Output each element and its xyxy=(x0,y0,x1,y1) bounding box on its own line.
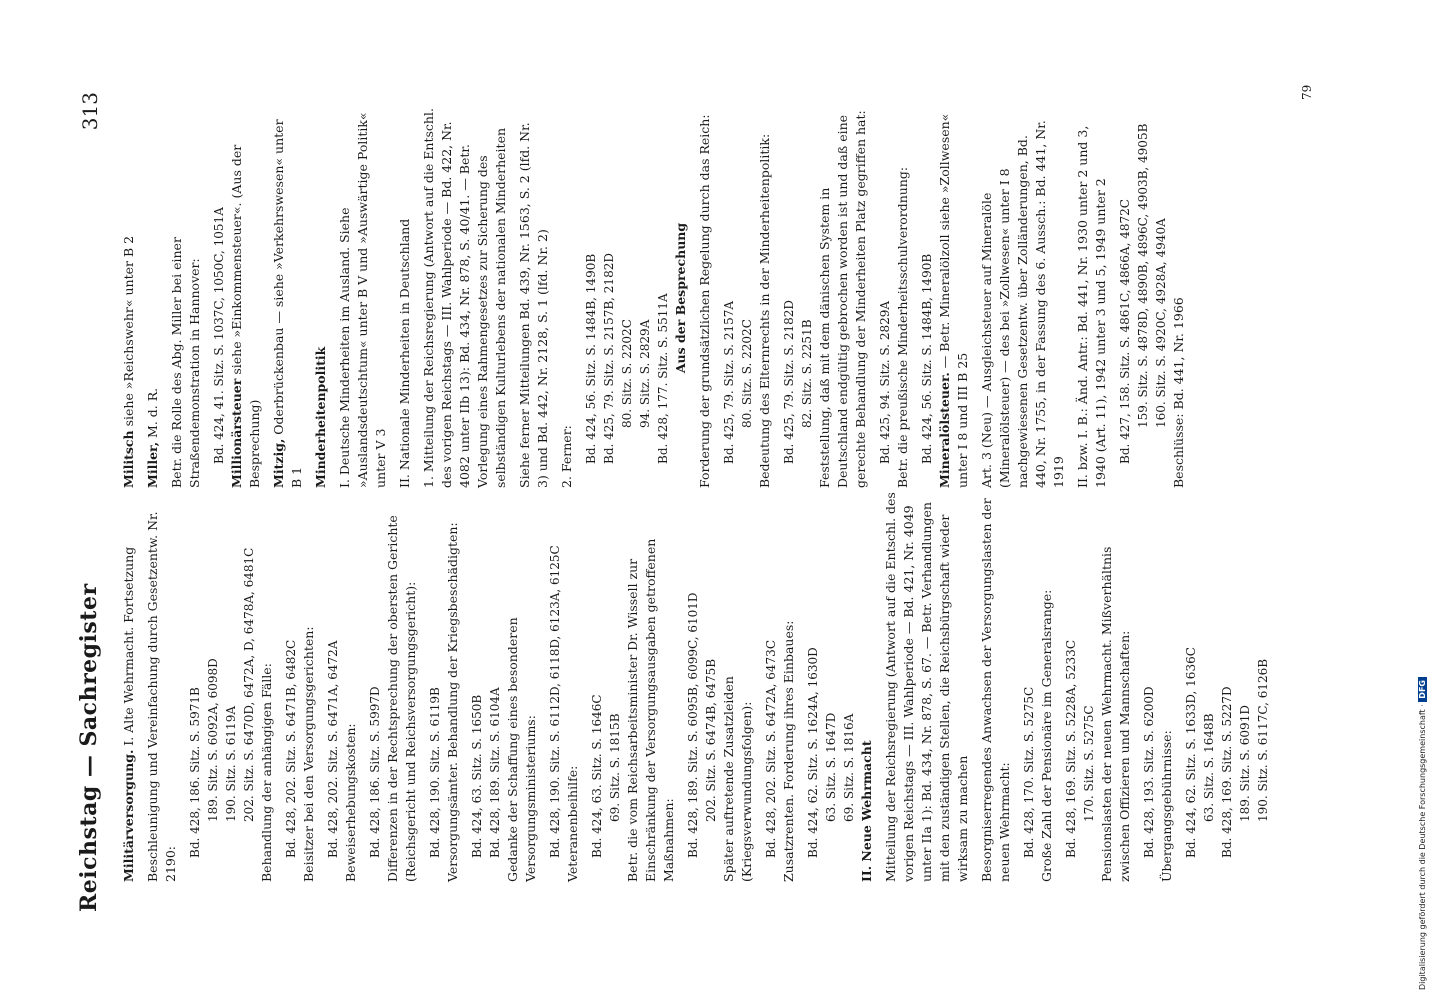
reference: Bd. 428, 186. Sitz. S. 5997D xyxy=(368,686,382,858)
entry-text: II. Nationale Minderheiten in Deutschland xyxy=(397,218,412,488)
index-entry xyxy=(672,108,690,488)
index-entry xyxy=(1020,492,1038,882)
entry-text: Forderung der grundsätzlichen Regelung durch das Reich: xyxy=(697,114,712,488)
entry-text: Behandlung der anhängigen Fälle: xyxy=(259,663,274,882)
reference: Bd. 428, 177. Sitz. S. 5511A xyxy=(656,293,670,464)
entry-text: Oderbrückenbau — siehe »Verkehrswesen« unter B 1 xyxy=(271,119,304,488)
index-entry xyxy=(222,492,240,882)
entry-text: 2. Ferner: xyxy=(559,425,574,488)
entry-text: siehe »Reichswehr« unter B 2 xyxy=(121,235,136,427)
index-entry xyxy=(738,108,756,488)
reference: 160. Sitz. S. 4920C, 4928A, 4940A xyxy=(1154,218,1168,428)
index-entry xyxy=(720,492,756,882)
subsection-heading: Aus der Besprechung xyxy=(673,222,688,374)
index-entry xyxy=(624,492,678,882)
entry-text: I. Alte Wehrmacht. Fortsetzung xyxy=(121,546,136,746)
reference: 189. Sitz. S. 6092A, 6098D xyxy=(206,658,220,822)
index-entry xyxy=(978,492,1014,882)
reference: 190. Sitz. S. 6119A xyxy=(224,706,238,822)
index-entry xyxy=(324,492,342,882)
reference: Bd. 428, 169. Sitz. S. 5228A, 5233C xyxy=(1064,639,1078,858)
index-entry xyxy=(468,492,486,882)
entry-text: I. Deutsche Minderheiten im Ausland. Siehe »Auslandsdeutschtum« unter B V und »Auswärtige Politik« unter V 3 xyxy=(337,112,388,488)
index-entry xyxy=(258,492,276,882)
index-entry xyxy=(312,108,330,488)
index-entry xyxy=(516,108,552,488)
left-column xyxy=(120,492,1272,882)
reference: 69. Sitz. S. 1816A xyxy=(842,713,856,822)
entry-heading: Militsch xyxy=(121,430,136,488)
index-entry xyxy=(420,108,510,488)
index-entry xyxy=(366,492,384,882)
section-heading: II. Neue Wehrmacht xyxy=(859,740,874,882)
reference: Bd. 428, 189. Sitz. S. 6095B, 6099C, 6101D xyxy=(686,592,700,858)
index-entry xyxy=(1200,492,1218,882)
index-entry xyxy=(588,492,606,882)
index-entry xyxy=(978,108,1068,488)
index-entry xyxy=(798,108,816,488)
index-entry xyxy=(1170,108,1188,488)
index-entry xyxy=(1074,108,1110,488)
reference: 159. Sitz. S. 4878D, 4890B, 4896C, 4903B, 4905B xyxy=(1136,123,1150,428)
index-entry xyxy=(1062,492,1080,882)
reference: Bd. 425, 94. Sitz. S. 2829A xyxy=(878,300,892,464)
entry-text: Betr. die vom Reichsarbeitsminister Dr. Wissell zur Einschränkung der Versorgungsausgaben getroffenen Maßnahmen: xyxy=(625,538,676,882)
index-entry xyxy=(228,108,264,488)
entry-heading: Militärversorgung. xyxy=(121,749,136,882)
index-entry xyxy=(1182,492,1200,882)
index-entry xyxy=(606,492,624,882)
entry-heading: Mineralölsteuer. xyxy=(937,372,952,488)
index-entry xyxy=(1140,492,1158,882)
index-entry xyxy=(804,492,822,882)
index-entry xyxy=(1254,492,1272,882)
index-entry xyxy=(444,492,462,882)
margin-note xyxy=(1418,10,1432,990)
index-entry xyxy=(936,108,972,488)
index-entry xyxy=(822,492,840,882)
index-entry xyxy=(1098,492,1134,882)
reference: Bd. 427, 158. Sitz. S. 4861C, 4866A, 4872C xyxy=(1118,199,1132,464)
entry-text: Beisitzer bei den Versorgungsgerichten: xyxy=(301,626,316,882)
index-entry xyxy=(696,108,714,488)
index-entry xyxy=(486,492,504,882)
page-title: Reichstag — Sachregister xyxy=(76,583,102,912)
index-entry xyxy=(1134,108,1152,488)
entry-text: Gedanke der Schaffung eines besonderen Versorgungsministeriums: xyxy=(505,617,538,882)
dfg-logo: DFG xyxy=(1418,677,1427,702)
index-entry xyxy=(600,108,618,488)
index-entry xyxy=(336,108,390,488)
entry-text: Beschleunigung und Vereinfachung durch Gesetzentw. Nr. 2190: xyxy=(145,511,178,882)
reference: 170. Sitz. S. 5275C xyxy=(1082,705,1096,822)
page-header xyxy=(0,0,120,1000)
entry-text: Siehe ferner Mitteilungen Bd. 439, Nr. 1563, S. 2 (lfd. Nr. 3) und Bd. 442, Nr. 2128, S. 1 (lfd. Nr. 2) xyxy=(517,122,550,488)
reference: Bd. 424, 62. Sitz. S. 1633D, 1636C xyxy=(1184,647,1198,858)
entry-text: M. d. R. xyxy=(145,387,160,438)
entry-text: Besorgniserregendes Anwachsen der Versorgungslasten der neuen Wehrmacht: xyxy=(979,498,1012,882)
index-entry xyxy=(300,492,318,882)
reference: 189. Sitz. S. 6091D xyxy=(1238,705,1252,822)
reference: Bd. 428, 193. Sitz. S. 6200D xyxy=(1142,686,1156,858)
index-entry xyxy=(762,492,780,882)
entry-heading: Miller, xyxy=(145,441,160,488)
entry-text: Beweiserhebungskosten: xyxy=(343,723,358,882)
right-column xyxy=(120,108,1194,488)
entry-heading: Minderheitenpolitik xyxy=(313,346,328,488)
index-entry xyxy=(546,492,564,882)
entry-text: Versorgungsämter. Behandlung der Kriegsbeschädigten: xyxy=(445,522,460,882)
index-entry xyxy=(426,492,444,882)
index-entry xyxy=(1116,108,1134,488)
reference: Bd. 428, 202. Sitz. S. 6471B, 6482C xyxy=(284,639,298,858)
index-entry xyxy=(780,492,798,882)
index-entry xyxy=(702,492,720,882)
entry-text: Mitteilung der Reichsregierung (Antwort auf die Entschl. des vorigen Reichstags — III. Wahlperiode — Bd. 421, Nr. 4049 unter IIa 1): Bd. 434, Nr. 878, S. 67. — Betr. Verhandlungen mit den zuständigen Stellen, die Reichsbürgschaft wieder wirksam zu machen xyxy=(883,492,970,882)
index-entry xyxy=(210,108,228,488)
entry-text: Art. 3 (Neu) — Ausgleichsteuer auf Mineralöle (Mineralölsteuer) — des bei »Zollwesen« unter I 8 nachgewiesenen Gesetzentw. über Zolländerungen, Bd. 440, Nr. 1755, in der Fassung des 6. Aussch.: Bd. 441, Nr. 1919 xyxy=(979,120,1066,488)
entry-text: Später auftretende Zusatzleiden (Kriegsverwundungsfolgen): xyxy=(721,676,754,882)
reference: Bd. 424, 62. Sitz. S. 1624A, 1630D xyxy=(806,647,820,858)
entry-text: Bedeutung des Elternrechts in der Minderheitenpolitik: xyxy=(757,133,772,488)
index-entry xyxy=(654,108,672,488)
reference: 202. Sitz. S. 6474B, 6475B xyxy=(704,658,718,822)
entry-text: Differenzen in der Rechtsprechung der obersten Gerichte (Reichsgericht und Reichsversorgungsgericht): xyxy=(385,515,418,882)
reference: 80. Sitz. S. 2202C xyxy=(740,319,754,428)
reference: 80. Sitz. S. 2202C xyxy=(620,319,634,428)
entry-text: Zusatzrenten. Forderung ihres Einbaues: xyxy=(781,620,796,882)
index-entry xyxy=(1218,492,1236,882)
entry-text: Betr. die preußische Minderheitsschulverordnung: xyxy=(895,166,910,488)
entry-text: Feststellung, daß mit dem dänischen System in Deutschland endgültig gebrochen worden ist und daß eine gerechte Behandlung der Minderheiten Platz gegriffen hat: xyxy=(817,110,868,488)
entry-text: Pensionslasten der neuen Wehrmacht. Mißverhältnis zwischen Offizieren und Mannschaften: xyxy=(1099,546,1132,882)
index-entry xyxy=(684,492,702,882)
reference: Bd. 424, 63. Sitz. S. 1650B xyxy=(470,694,484,858)
page-number: 313 xyxy=(78,92,102,131)
index-entry xyxy=(1080,492,1098,882)
entry-text: Betr. die Rolle des Abg. Miller bei einer Straßendemonstration in Hannover: xyxy=(169,237,202,488)
signature-mark: 79 xyxy=(1300,84,1314,100)
index-entry xyxy=(918,108,936,488)
entry-text: Übergangsgebührnisse: xyxy=(1159,730,1174,882)
index-entry xyxy=(204,492,222,882)
index-entry xyxy=(186,492,204,882)
index-entry xyxy=(342,492,360,882)
reference: Bd. 425, 79. Sitz. S. 2182D xyxy=(782,300,796,464)
reference: Bd. 428, 189. Sitz. S. 6104A xyxy=(488,687,502,858)
reference: Bd. 428, 190. Sitz. S. 6119B xyxy=(428,687,442,858)
entry-text: 1. Mitteilung der Reichsregierung (Antwort auf die Entschl. des vorigen Reichstags — III. Wahlperiode — Bd. 422, Nr. 4082 unter IIb 13): Bd. 434, Nr. 878, S. 40/41. — Betr. Vorlegung eines Rahmengesetzes zur Sicherung des selbständigen Kulturlebens der nationalen Minderheiten xyxy=(421,108,508,488)
index-entry xyxy=(1158,492,1176,882)
entry-text: — Betr. Mineralölzoll siehe »Zollwesen« unter I 8 und III B 25 xyxy=(937,113,970,488)
reference: 63. Sitz. S. 1648B xyxy=(1202,713,1216,822)
reference: Bd. 424, 56. Sitz. S. 1484B, 1490B xyxy=(584,253,598,464)
reference: Bd. 428, 202. Sitz. S. 6471A, 6472A xyxy=(326,640,340,858)
index-entry xyxy=(396,108,414,488)
index-entry xyxy=(882,492,972,882)
reference: 63. Sitz. S. 1647D xyxy=(824,712,838,822)
index-entry xyxy=(564,492,582,882)
index-entry xyxy=(816,108,870,488)
index-entry xyxy=(1236,492,1254,882)
reference: 202. Sitz. S. 6470D, 6472A, D, 6478A, 6481C xyxy=(242,547,256,822)
margin-note-text: Digitalisierung gefördert durch die Deutsche Forschungsgemeinschaft · xyxy=(1418,704,1427,990)
reference: Bd. 424, 41. Sitz. S. 1037C, 1050C, 1051A xyxy=(212,207,226,464)
reference: Bd. 424, 56. Sitz. S. 1484B, 1490B xyxy=(920,253,934,464)
reference: 190. Sitz. S. 6117C, 6126B xyxy=(1256,658,1270,822)
reference: 82. Sitz. S. 2251B xyxy=(800,319,814,428)
index-entry xyxy=(240,492,258,882)
entry-heading: Millionärsteuer xyxy=(229,378,244,488)
reference: 69. Sitz. S. 1815B xyxy=(608,713,622,822)
index-entry xyxy=(120,492,138,882)
index-entry xyxy=(144,492,180,882)
reference: 94. Sitz. S. 2829A xyxy=(638,319,652,428)
entry-text: siehe »Einkommensteuer«. (Aus der Besprechung) xyxy=(229,144,262,488)
entry-text: II. bzw. I. B.: Änd. Antr.: Bd. 441, Nr. 1930 unter 2 und 3, 1940 (Art. 11), 1942 unter 3 und 5, 1949 unter 2 xyxy=(1075,125,1108,488)
index-entry xyxy=(720,108,738,488)
index-entry xyxy=(756,108,774,488)
index-entry xyxy=(1152,108,1170,488)
index-entry xyxy=(876,108,894,488)
reference: Bd. 424, 63. Sitz. S. 1646C xyxy=(590,694,604,858)
reference: Bd. 428, 186. Sitz. S. 5971B xyxy=(188,687,202,858)
entry-heading: Mitzig, xyxy=(271,438,286,488)
entry-text: Große Zahl der Pensionäre im Generalsrange: xyxy=(1039,589,1054,882)
reference: Bd. 428, 202. Sitz. S. 6472A, 6473C xyxy=(764,639,778,858)
index-entry xyxy=(282,492,300,882)
index-entry xyxy=(270,108,306,488)
entry-text: Veteranenbeihilfe: xyxy=(565,765,580,882)
index-entry xyxy=(582,108,600,488)
index-entry xyxy=(1038,492,1056,882)
index-entry xyxy=(504,492,540,882)
reference: Bd. 428, 170. Sitz. S. 5275C xyxy=(1022,686,1036,858)
index-entry xyxy=(618,108,636,488)
index-entry xyxy=(144,108,162,488)
index-entry xyxy=(120,108,138,488)
reference: Bd. 428, 190. Sitz. S. 6112D, 6118D, 6123A, 6125C xyxy=(548,545,562,858)
index-entry xyxy=(168,108,204,488)
reference: Bd. 425, 79. Sitz. S. 2157A xyxy=(722,300,736,464)
index-entry xyxy=(384,492,420,882)
reference: Bd. 425, 79. Sitz. S. 2157B, 2182D xyxy=(602,253,616,464)
index-entry xyxy=(558,108,576,488)
index-entry xyxy=(894,108,912,488)
index-entry xyxy=(840,492,858,882)
reference: Bd. 428, 169. Sitz. S. 5227D xyxy=(1220,686,1234,858)
entry-text: Beschlüsse: Bd. 441, Nr. 1966 xyxy=(1171,297,1186,488)
index-entry xyxy=(858,492,876,882)
index-entry xyxy=(636,108,654,488)
index-entry xyxy=(780,108,798,488)
